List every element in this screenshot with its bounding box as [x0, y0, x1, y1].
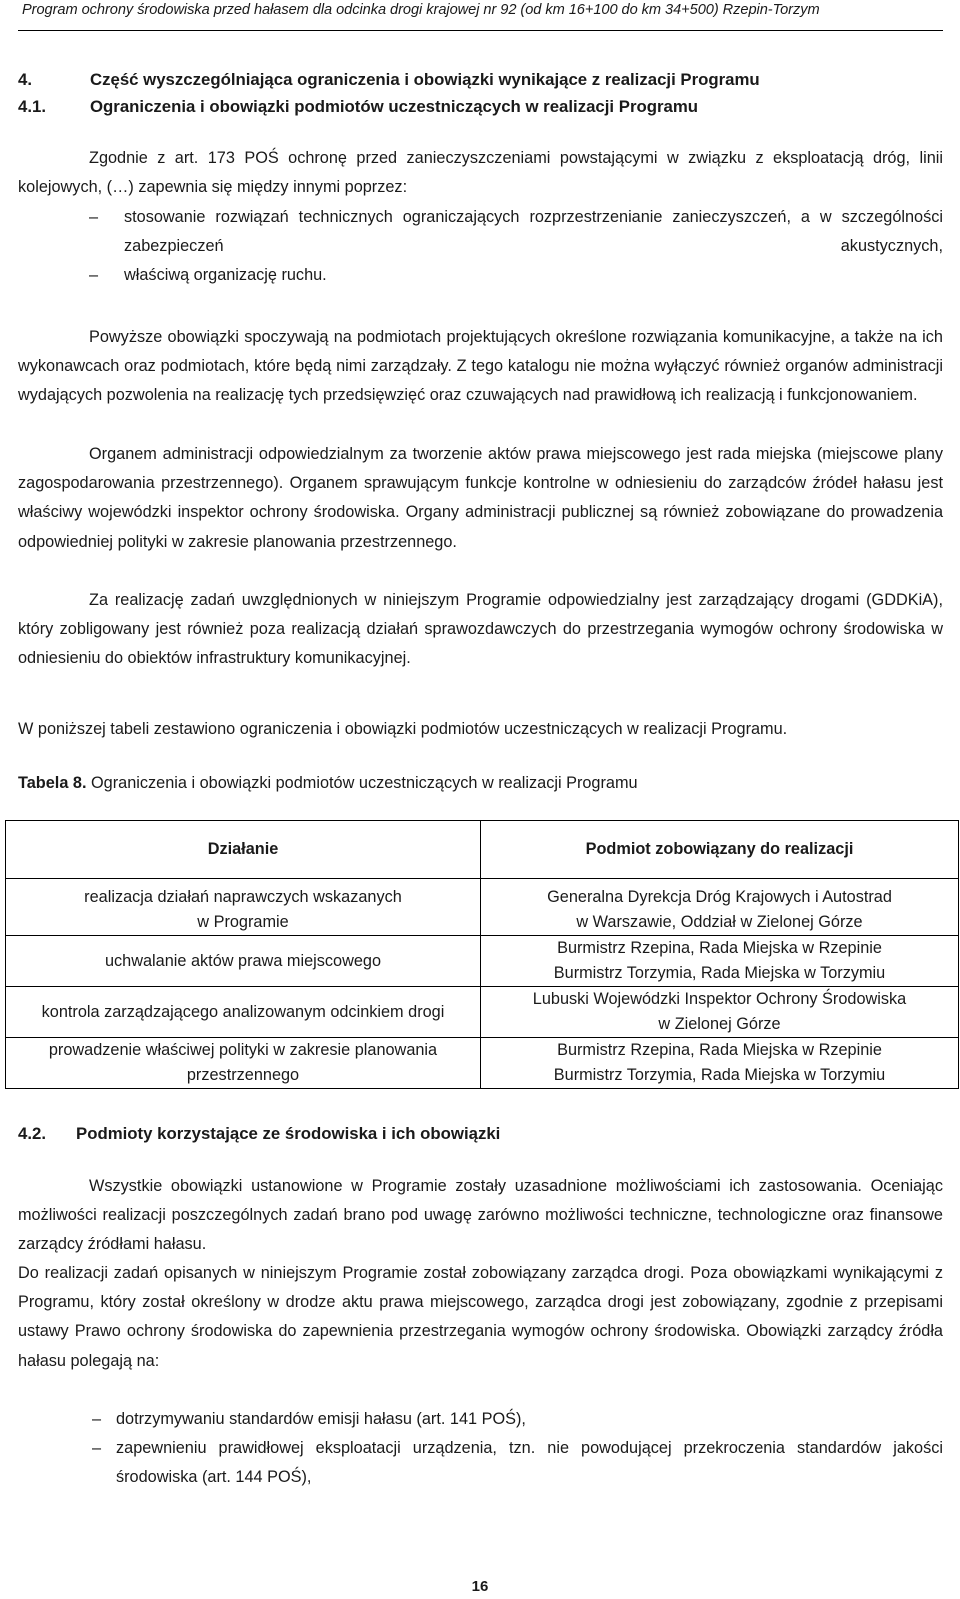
obligations-table: [5, 820, 959, 1089]
table-caption: [18, 774, 638, 793]
paragraph-gddkia: Za realizację zadań uwzględnionych w niniejszym Programie odpowiedzialny jest zarządzający drogami (GDDKiA), który zobligowany jest również poza realizacją działań sprawozdawczych do przestrzegania wymogów ochrony środowiska w odniesieniu do obiektów infrastruktury komunikacyjnej.: [18, 591, 943, 668]
table-cell-entity: [481, 936, 959, 987]
cell-line: Generalna Dyrekcja Dróg Krajowych i Autostrad: [547, 888, 892, 906]
section-title: Część wyszczególniająca ograniczenia i obowiązki wynikające z realizacji Programu: [90, 70, 760, 89]
section-number: 4.1.: [18, 97, 46, 116]
bullet-list-1: [18, 203, 943, 291]
table-row: [6, 987, 959, 1038]
section-heading-4-1: [18, 97, 698, 117]
list-item: [18, 203, 943, 261]
table-row: [6, 1038, 959, 1089]
table-cell-entity: [481, 987, 959, 1038]
cell-line: Burmistrz Torzymia, Rada Miejska w Torzymiu: [553, 964, 886, 982]
list-item: [18, 261, 943, 290]
table-cell-action: [6, 936, 481, 987]
list-item-text: dotrzymywaniu standardów emisji hałasu (art. 141 POŚ),: [116, 1410, 526, 1428]
cell-line: Burmistrz Rzepina, Rada Miejska w Rzepinie: [557, 1041, 882, 1059]
paragraph-manager: Do realizacji zadań opisanych w niniejszym Programie został zobowiązany zarządca drogi. Poza obowiązkami wynikającymi z Programu, który został określony w drodze aktu prawa miejscowego, zarządca drogi jest zobowiązany, zgodnie z przepisami ustawy Prawo ochrony środowiska do zapewnienia przestrzegania wymogów ochrony środowiska. Obowiązki zarządcy źródła hałasu polegają na:: [18, 1264, 943, 1370]
cell-line: w Programie: [197, 913, 289, 931]
section-number: 4.: [18, 70, 32, 89]
table-cell-action: [6, 1038, 481, 1089]
table-row: [6, 936, 959, 987]
section-title: Podmioty korzystające ze środowiska i ich obowiązki: [76, 1124, 501, 1143]
cell-line: przestrzennego: [186, 1066, 300, 1084]
table-row: [6, 879, 959, 936]
list-item-text: właściwą organizację ruchu.: [124, 266, 327, 285]
running-header: [18, 0, 943, 31]
paragraph-obligations: Powyższe obowiązki spoczywają na podmiotach projektujących określone rozwiązania komunikacyjne, a także na ich wykonawcach oraz podmiotach, które będą nimi zarządzały. Z tego katalogu nie można wyłączyć również organów administracji wydających pozwolenia na realizację tych przedsięwzięć oraz czuwających nad prawidłową ich realizacją i funkcjonowaniem.: [18, 328, 943, 405]
cell-line: w Zielonej Górze: [658, 1015, 781, 1033]
cell-line: Lubuski Wojewódzki Inspektor Ochrony Środowiska: [532, 990, 907, 1008]
dash-marker: –: [92, 1410, 102, 1428]
list-item-text: stosowanie rozwiązań technicznych ograniczających rozprzestrzenianie zanieczyszczeń, a w szczególności zabezpieczeń akustycznych,: [124, 208, 943, 256]
bullet-list-2: [18, 1405, 943, 1493]
paragraph-table-intro: W poniższej tabeli zestawiono ograniczenia i obowiązki podmiotów uczestniczących w realizacji Programu.: [18, 720, 788, 738]
table-cell-action: [6, 987, 481, 1038]
running-header-text: Program ochrony środowiska przed hałasem dla odcinka drogi krajowej nr 92 (od km 16+100 do km 34+500) Rzepin-Torzym: [22, 2, 820, 18]
dash-marker: –: [89, 266, 99, 285]
list-item: [18, 1434, 943, 1492]
table-caption-label: Tabela 8.: [18, 774, 87, 792]
section-number: 4.2.: [18, 1124, 46, 1143]
page-number: 16: [471, 1578, 489, 1595]
table-caption-text: Ograniczenia i obowiązki podmiotów uczestniczących w realizacji Programu: [91, 774, 638, 792]
section-heading-4: [18, 70, 760, 90]
table-cell-entity: [481, 879, 959, 936]
paragraph-authority: Organem administracji odpowiedzialnym za tworzenie aktów prawa miejscowego jest rada miejska (miejscowe plany zagospodarowania przestrzennego). Organem sprawującym funkcje kontrolne w odniesieniu do zarządców źródeł hałasu jest właściwy wojewódzki inspektor ochrony środowiska. Organy administracji publicznej są również zobowiązane do prowadzenia odpowiedniej polityki w zakresie planowania przestrzennego.: [18, 445, 943, 551]
column-header-action: Działanie: [6, 821, 481, 879]
cell-line: kontrola zarządzającego analizowanym odcinkiem drogi: [41, 1002, 445, 1021]
cell-line: realizacja działań naprawczych wskazanych: [84, 888, 402, 906]
cell-line: prowadzenie właściwej polityki w zakresie planowania: [48, 1041, 438, 1059]
section-heading-4-2: [18, 1124, 500, 1144]
list-item: [18, 1405, 943, 1434]
dash-marker: –: [89, 208, 99, 226]
cell-line: uchwalanie aktów prawa miejscowego: [104, 951, 382, 970]
dash-marker: –: [92, 1439, 102, 1458]
paragraph-justified: Wszystkie obowiązki ustanowione w Programie zostały uzasadnione możliwościami ich zastosowania. Oceniając możliwości realizacji poszczególnych zadań brano pod uwagę zarówno możliwości techniczne, technologiczne oraz finansowe zarządcy źródłami hałasu.: [18, 1177, 943, 1254]
list-item-text: zapewnieniu prawidłowej eksploatacji urządzenia, tzn. nie powodującej przekroczenia standardów jakości środowiska (art. 144 POŚ),: [116, 1439, 943, 1487]
table-cell-entity: [481, 1038, 959, 1089]
section-title: Ograniczenia i obowiązki podmiotów uczestniczących w realizacji Programu: [90, 97, 699, 116]
cell-line: Burmistrz Torzymia, Rada Miejska w Torzymiu: [553, 1066, 886, 1084]
paragraph-intro: Zgodnie z art. 173 POŚ ochronę przed zanieczyszczeniami powstającymi w związku z eksploatacją dróg, linii kolejowych, (…) zapewnia się między innymi poprzez:: [18, 149, 943, 197]
table-header-row: [6, 821, 959, 879]
cell-line: Burmistrz Rzepina, Rada Miejska w Rzepinie: [557, 939, 882, 957]
cell-line: w Warszawie, Oddział w Zielonej Górze: [576, 913, 863, 931]
table-cell-action: [6, 879, 481, 936]
column-header-entity: Podmiot zobowiązany do realizacji: [481, 821, 959, 879]
